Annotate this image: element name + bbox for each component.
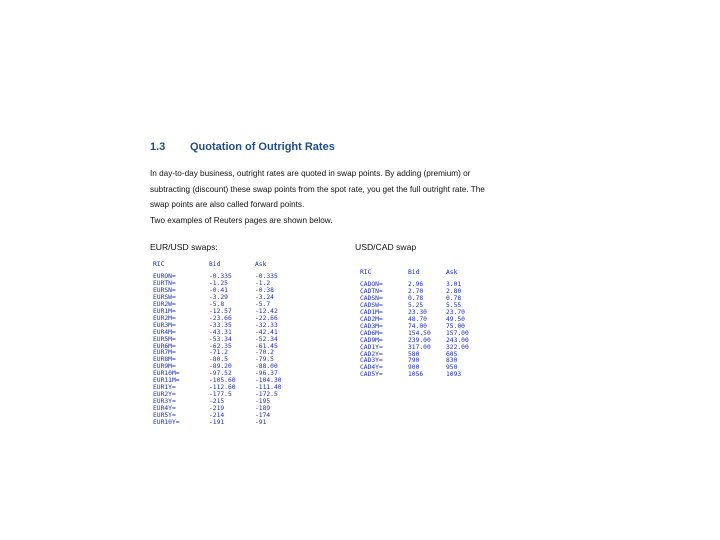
ric-cell: CADON= [360, 281, 383, 288]
bid-cell: 154.50 [408, 329, 431, 337]
ask-cell: 49.50 [446, 315, 465, 323]
bid-cell: -12.57 [209, 307, 232, 315]
ric-cell: CAD6M= [360, 329, 383, 337]
usd-cad-swap-table [360, 270, 484, 379]
ric-cell: CAD3M= [360, 322, 383, 330]
bid-cell: 74.00 [408, 322, 427, 330]
eur-usd-caption: EUR/USD swaps: [150, 242, 218, 252]
ask-cell: -111.40 [255, 384, 282, 392]
bid-cell: -33.35 [209, 321, 232, 329]
ask-cell: -52.34 [255, 335, 278, 343]
bid-cell: -97.52 [209, 370, 232, 378]
ask-cell: -91 [255, 419, 267, 427]
ric-cell: EUR10Y= [153, 419, 180, 427]
bid-cell: -23.66 [209, 314, 232, 322]
bid-cell: -0.41 [209, 286, 228, 294]
column-header: Ask [255, 261, 267, 268]
ric-cell: CADTN= [360, 287, 383, 295]
ask-cell: 3.01 [446, 281, 462, 288]
ric-cell: CAD9M= [360, 336, 383, 344]
bid-cell: -5.8 [209, 300, 225, 308]
ask-cell: 75.00 [446, 322, 465, 330]
ric-cell: EUR5Y= [153, 412, 176, 420]
bid-cell: 580 [408, 350, 420, 358]
ric-cell: EUR11M= [153, 377, 180, 385]
bid-cell: -3.29 [209, 293, 228, 301]
ask-cell: -96.37 [255, 370, 278, 378]
ric-cell: CAD1M= [360, 308, 383, 316]
ask-cell: 830 [446, 357, 458, 365]
ask-cell: -88.00 [255, 363, 278, 371]
ric-cell: EUR3M= [153, 321, 176, 329]
ric-cell: EUR4Y= [153, 405, 176, 413]
bid-cell: -43.31 [209, 328, 232, 336]
ask-cell: -79.5 [255, 356, 274, 364]
ric-cell: EUR1Y= [153, 384, 176, 392]
bid-cell: -191 [209, 419, 225, 427]
bid-cell: 48.70 [408, 315, 427, 323]
bid-cell: -62.35 [209, 342, 232, 350]
bid-cell: -89.20 [209, 363, 232, 371]
bid-cell: 1056 [408, 371, 424, 379]
table-row [360, 372, 484, 379]
body-paragraph [150, 166, 540, 228]
bid-cell: -214 [209, 412, 225, 420]
ask-cell: 23.70 [446, 308, 465, 316]
column-header: RIC [360, 269, 372, 276]
ask-cell: -61.45 [255, 342, 278, 350]
bid-cell: 23.30 [408, 308, 427, 316]
ask-cell: -1.2 [255, 279, 271, 287]
ric-cell: EUR3Y= [153, 398, 176, 406]
ask-cell: -3.24 [255, 293, 274, 301]
ric-cell: CAD2M= [360, 315, 383, 323]
ric-cell: CAD4Y= [360, 364, 383, 372]
bid-cell: 317.00 [408, 343, 431, 351]
paragraph-line: In day-to-day business, outright rates are quoted in swap points. By adding (premium) or [150, 169, 471, 178]
ask-cell: -174 [255, 412, 271, 420]
ask-cell: -172.5 [255, 391, 278, 399]
ask-cell: -5.7 [255, 300, 271, 308]
ask-cell: 0.78 [446, 294, 462, 302]
ric-cell: EUR2W= [153, 300, 176, 308]
ric-cell: CAD2Y= [360, 350, 383, 358]
ric-cell: CADSN= [360, 294, 383, 302]
bid-cell: -105.60 [209, 377, 236, 385]
bid-cell: -71.2 [209, 349, 228, 357]
bid-cell: 2.96 [408, 281, 424, 288]
bid-cell: -80.5 [209, 356, 228, 364]
column-header: Bid [408, 269, 420, 276]
bid-cell: -53.34 [209, 335, 232, 343]
section-number: 1.3 [150, 141, 166, 153]
bid-cell: 900 [408, 364, 420, 372]
column-header: Bid [209, 261, 221, 268]
ric-cell: EURSW= [153, 293, 176, 301]
ric-cell: EURTN= [153, 279, 176, 287]
bid-cell: 790 [408, 357, 420, 365]
ask-cell: -0.38 [255, 286, 274, 294]
paragraph-line: Two examples of Reuters pages are shown below. [150, 215, 333, 225]
ric-cell: EUR10M= [153, 370, 180, 378]
bid-cell: 5.25 [408, 301, 424, 309]
ask-cell: 1093 [446, 371, 462, 379]
ric-cell: EUR1M= [153, 307, 176, 315]
ask-cell: 157.00 [446, 329, 469, 337]
ask-cell: 5.55 [446, 301, 462, 309]
bid-cell: -112.60 [209, 384, 236, 392]
ask-cell: -0.335 [255, 273, 278, 280]
bid-cell: -219 [209, 405, 225, 413]
paragraph-line: subtracting (discount) these swap points from the spot rate, you get the full outright rate. The [150, 184, 485, 194]
ric-cell: EUR7M= [153, 349, 176, 357]
ric-cell: EUR5M= [153, 335, 176, 343]
ric-cell: EURON= [153, 273, 176, 280]
ask-cell: 950 [446, 364, 458, 372]
ask-cell: -189 [255, 405, 271, 413]
section-heading [150, 141, 335, 153]
ric-cell: CADSW= [360, 301, 383, 309]
ask-cell: -12.42 [255, 307, 278, 315]
bid-cell: -177.5 [209, 391, 232, 399]
paragraph-line: swap points are also called forward points. [150, 200, 305, 210]
bid-cell: -215 [209, 398, 225, 406]
ask-cell: -42.41 [255, 328, 278, 336]
bid-cell: -1.25 [209, 279, 228, 287]
ric-cell: EUR4M= [153, 328, 176, 336]
bid-cell: -0.335 [209, 273, 232, 280]
ric-cell: EURSN= [153, 286, 176, 294]
ric-cell: EUR9M= [153, 363, 176, 371]
table-row [153, 420, 300, 427]
bid-cell: 0.78 [408, 294, 424, 302]
usd-cad-caption: USD/CAD swap [355, 242, 417, 252]
ric-cell: CAD3Y= [360, 357, 383, 365]
ask-cell: -70.2 [255, 349, 274, 357]
column-header: Ask [446, 269, 458, 276]
ask-cell: 2.80 [446, 287, 462, 295]
ric-cell: EUR8M= [153, 356, 176, 364]
ask-cell: -104.30 [255, 377, 282, 385]
ric-cell: EUR2Y= [153, 391, 176, 399]
section-title: Quotation of Outright Rates [190, 141, 335, 153]
ric-cell: CAD1Y= [360, 343, 383, 351]
ric-cell: EUR2M= [153, 314, 176, 322]
column-header: RIC [153, 261, 165, 268]
ric-cell: EUR6M= [153, 342, 176, 350]
bid-cell: 239.00 [408, 336, 431, 344]
ask-cell: 322.00 [446, 343, 469, 351]
ask-cell: -195 [255, 398, 271, 406]
bid-cell: 2.70 [408, 287, 424, 295]
ask-cell: -32.33 [255, 321, 278, 329]
eur-usd-swap-table [153, 262, 300, 427]
ask-cell: 605 [446, 350, 458, 358]
ask-cell: -22.66 [255, 314, 278, 322]
ask-cell: 243.00 [446, 336, 469, 344]
ric-cell: CAD5Y= [360, 371, 383, 379]
